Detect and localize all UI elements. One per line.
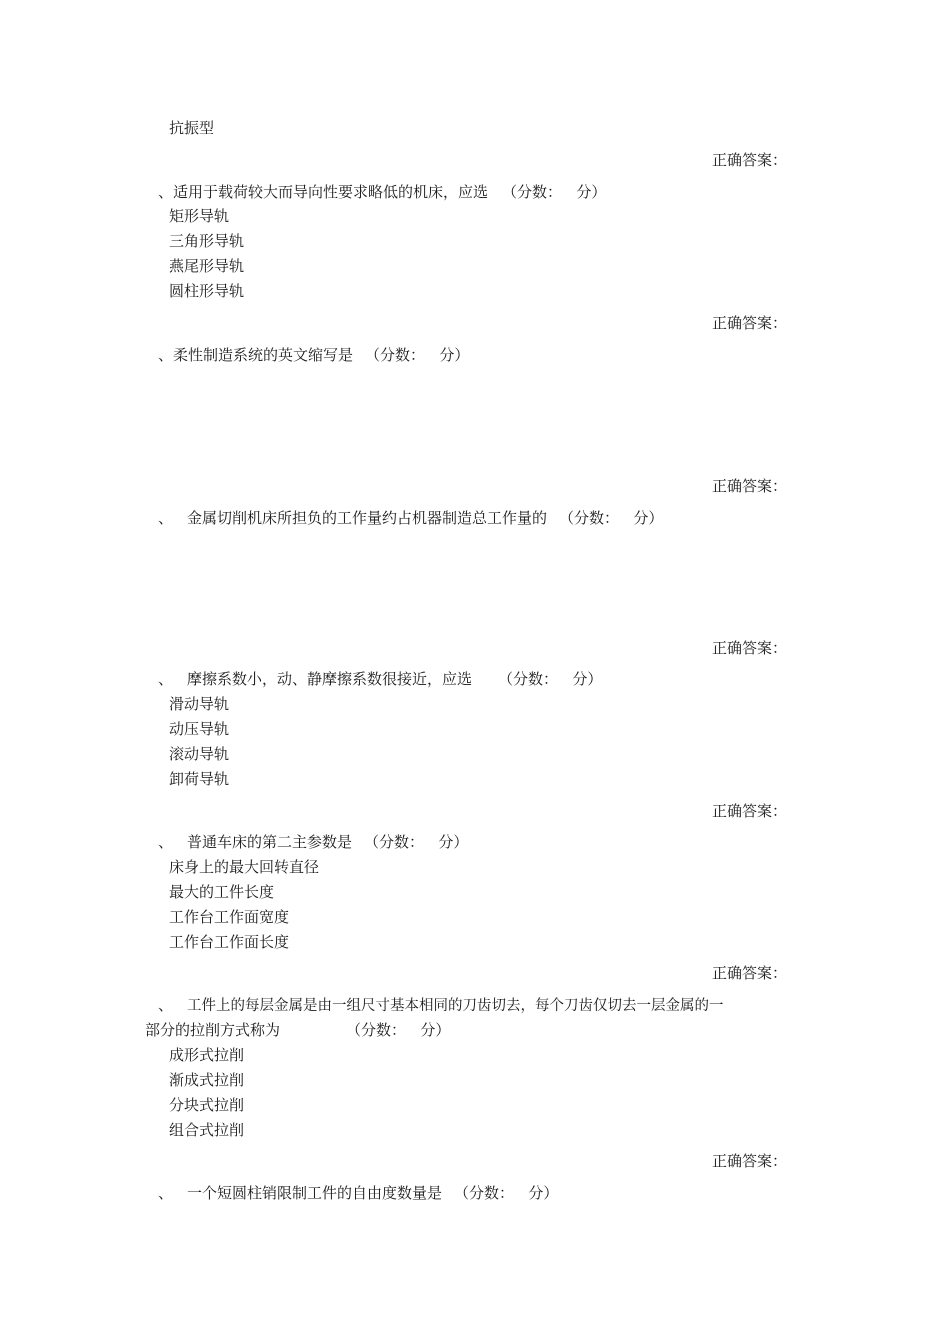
question-1 bbox=[158, 182, 606, 202]
question-2 bbox=[158, 345, 469, 365]
question-text: 普通车床的第二主参数是 bbox=[187, 833, 353, 851]
question-score: （分数： 分） bbox=[502, 183, 607, 201]
option-b: 渐成式拉削 bbox=[169, 1071, 245, 1089]
question-text: 一个短圆柱销限制工件的自由度数量是 bbox=[187, 1184, 443, 1202]
question-text: 摩擦系数小，动、静摩擦系数很接近，应选 bbox=[187, 670, 473, 688]
question-score: （分数： 分） bbox=[498, 670, 603, 688]
option-b: 三角形导轨 bbox=[169, 232, 245, 250]
question-text: 工件上的每层金属是由一组尺寸基本相同的刀齿切去，每个刀齿仅切去一层金属的一 bbox=[187, 998, 724, 1014]
answer-label: 正确答案： bbox=[712, 1152, 788, 1170]
question-score: （分数： 分） bbox=[346, 1021, 451, 1039]
question-score: （分数： 分） bbox=[559, 509, 664, 527]
option-c: 滚动导轨 bbox=[169, 745, 230, 763]
option-c: 分块式拉削 bbox=[169, 1096, 245, 1114]
question-text: 柔性制造系统的英文缩写是 bbox=[173, 346, 354, 364]
option-a: 矩形导轨 bbox=[169, 207, 230, 225]
question-prefix: 、 bbox=[158, 833, 174, 851]
option-b: 最大的工件长度 bbox=[169, 883, 275, 901]
answer-label: 正确答案： bbox=[712, 639, 788, 657]
question-4 bbox=[158, 669, 602, 689]
question-score: （分数： 分） bbox=[365, 346, 470, 364]
answer-label: 正确答案： bbox=[712, 477, 788, 495]
option-a: 成形式拉削 bbox=[169, 1046, 245, 1064]
question-6-continuation bbox=[145, 1020, 450, 1040]
question-score: （分数： 分） bbox=[364, 833, 469, 851]
question-text: 金属切削机床所担负的工作量约占机器制造总工作量的 bbox=[187, 509, 548, 527]
option-d: 卸荷导轨 bbox=[169, 770, 230, 788]
option-text: 抗振型 bbox=[169, 119, 215, 137]
question-prefix: 、 bbox=[158, 1184, 174, 1202]
answer-label: 正确答案： bbox=[712, 314, 788, 332]
question-prefix: 、 bbox=[158, 996, 174, 1014]
option-b: 动压导轨 bbox=[169, 720, 230, 738]
option-c: 燕尾形导轨 bbox=[169, 257, 245, 275]
answer-label: 正确答案： bbox=[712, 802, 788, 820]
option-c: 工作台工作面宽度 bbox=[169, 908, 290, 926]
answer-label: 正确答案： bbox=[712, 964, 788, 982]
question-text-line2: 部分的拉削方式称为 bbox=[145, 1021, 281, 1039]
question-prefix: 、 bbox=[158, 670, 174, 688]
option-d: 工作台工作面长度 bbox=[169, 933, 290, 951]
question-score: （分数： 分） bbox=[454, 1184, 559, 1202]
question-prefix: 、 bbox=[158, 183, 174, 201]
option-a: 滑动导轨 bbox=[169, 695, 230, 713]
option-a: 床身上的最大回转直径 bbox=[169, 858, 320, 876]
answer-label: 正确答案： bbox=[712, 151, 788, 169]
option-d: 组合式拉削 bbox=[169, 1121, 245, 1139]
option-d: 圆柱形导轨 bbox=[169, 282, 245, 300]
question-prefix: 、 bbox=[158, 346, 174, 364]
question-6 bbox=[158, 995, 724, 1016]
question-5 bbox=[158, 832, 468, 852]
question-7 bbox=[158, 1183, 558, 1203]
question-3 bbox=[158, 508, 663, 528]
question-text: 适用于载荷较大而导向性要求略低的机床，应选 bbox=[173, 183, 489, 201]
question-prefix: 、 bbox=[158, 509, 174, 527]
